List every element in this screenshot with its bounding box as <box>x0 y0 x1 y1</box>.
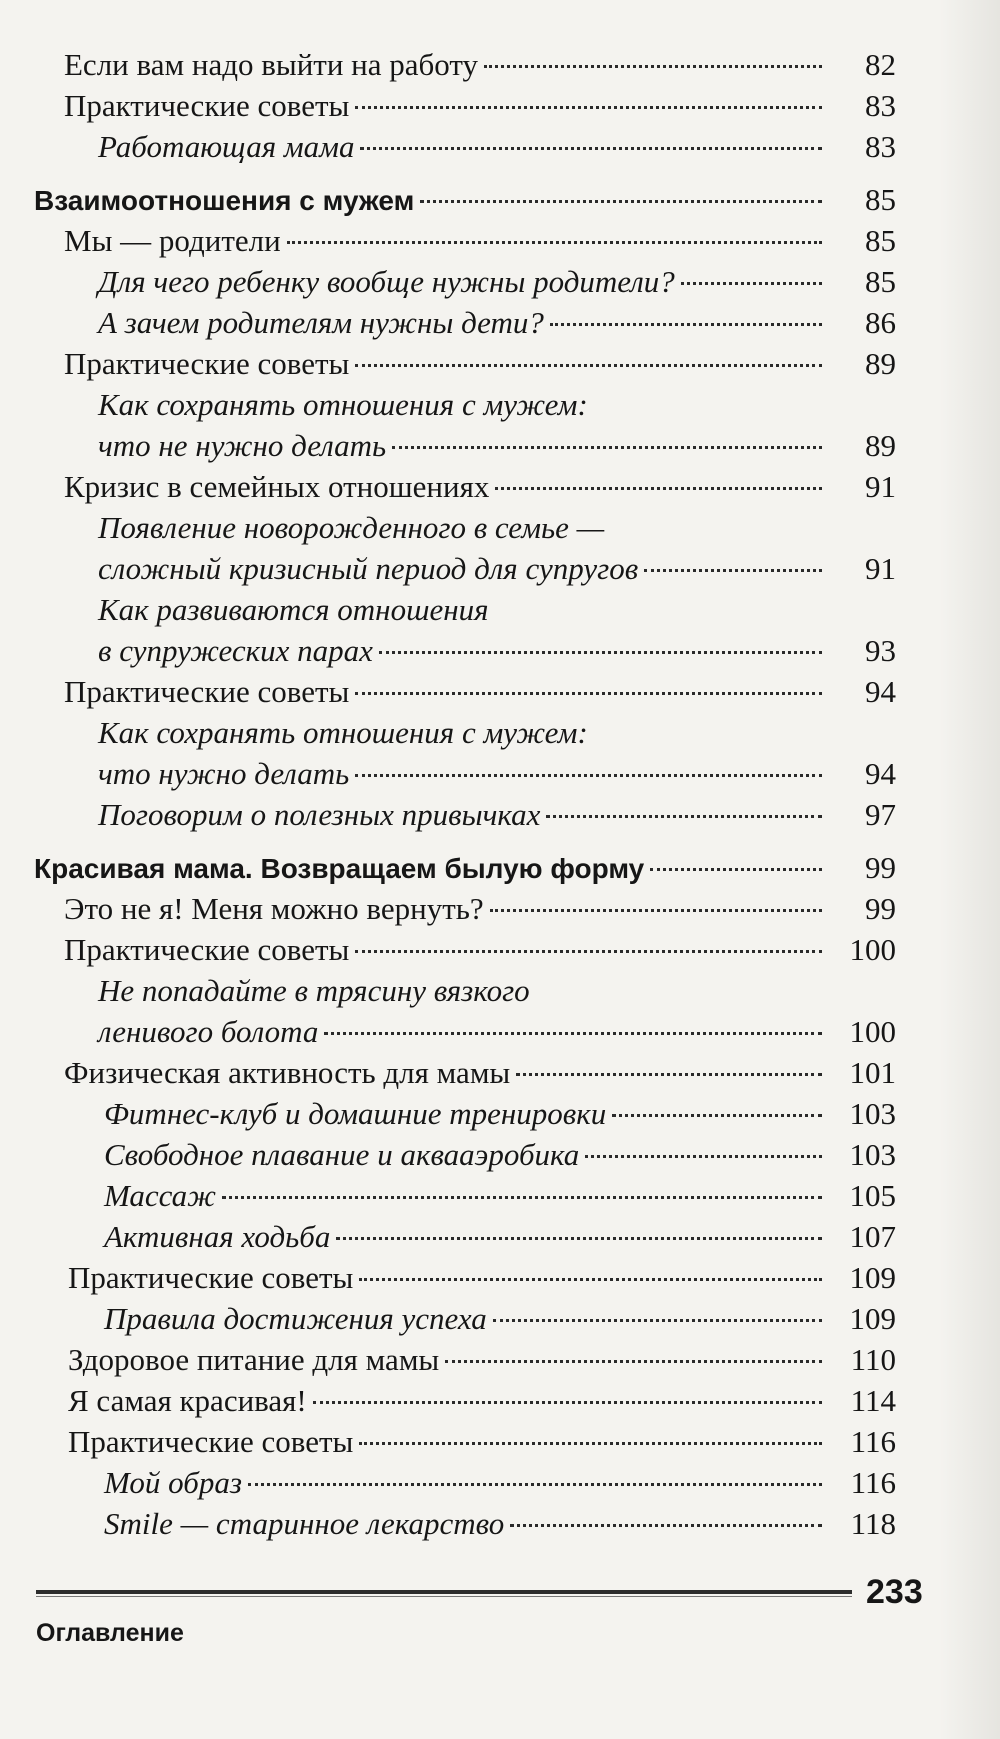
toc-entry-page: 101 <box>849 1055 896 1090</box>
dot-leader <box>355 774 822 777</box>
toc-entry-title: в супружеских парах <box>98 633 373 668</box>
dot-leader <box>445 1360 822 1363</box>
dot-leader <box>681 282 822 285</box>
toc-entry <box>0 888 896 929</box>
toc-section-title: Красивая мама. Возвращаем былую форму <box>34 853 645 884</box>
toc-entry-page: 105 <box>849 1178 896 1213</box>
toc-entry-title: Поговорим о полезных привычках <box>98 797 541 832</box>
dot-leader <box>495 487 822 490</box>
toc-entry <box>0 1421 896 1462</box>
dot-leader <box>324 1032 822 1035</box>
toc-entry-title: что нужно делать <box>98 756 350 791</box>
toc-entry-page: 110 <box>850 1342 896 1377</box>
dot-leader <box>650 868 822 871</box>
toc-entry-page: 85 <box>865 264 896 299</box>
toc-entry-title: Кризис в семейных отношениях <box>64 469 490 504</box>
toc-entry-title: Мой образ <box>104 1465 242 1500</box>
toc-entry-page: 94 <box>865 756 896 791</box>
toc-entry <box>0 1339 896 1380</box>
toc-subentry <box>0 1462 896 1503</box>
toc-entry-title: Для чего ребенку вообще нужны родители? <box>98 264 675 299</box>
toc-subentry-line1: Не попадайте в трясину вязкого <box>98 973 530 1008</box>
toc-section-title: Взаимоотношения с мужем <box>34 185 415 216</box>
footer-rule <box>36 1590 852 1594</box>
dot-leader <box>287 241 822 244</box>
toc-entry-title: Практические советы <box>64 88 350 123</box>
toc-entry-title: Я самая красивая! <box>68 1383 307 1418</box>
toc-entry-title: Здоровое питание для мамы <box>68 1342 440 1377</box>
toc-entry-page: 97 <box>865 797 896 832</box>
toc-subentry-line1: Как сохранять отношения с мужем: <box>98 387 588 422</box>
toc-entry-page: 89 <box>865 346 896 381</box>
toc-section-page: 99 <box>865 850 896 885</box>
toc-subentry <box>0 1503 896 1544</box>
toc-section-heading <box>0 179 896 220</box>
toc-section-page: 85 <box>865 182 896 217</box>
toc-entry-title: Правила достижения успеха <box>104 1301 487 1336</box>
dot-leader <box>493 1319 822 1322</box>
toc-subentry <box>0 1011 896 1052</box>
toc-entry-page: 91 <box>865 551 896 586</box>
toc-entry-page: 107 <box>849 1219 896 1254</box>
toc-subentry <box>0 548 896 589</box>
toc-section-heading <box>0 847 896 888</box>
toc-subentry-line1: Появление новорожденного в семье — <box>98 510 605 545</box>
toc-entry-title: Физическая активность для мамы <box>64 1055 511 1090</box>
page-edge-shadow <box>940 0 1000 1739</box>
dot-leader <box>420 200 822 203</box>
toc-entry-page: 118 <box>850 1506 896 1541</box>
toc-entry-page: 109 <box>849 1260 896 1295</box>
dot-leader <box>360 147 822 150</box>
toc-entry-page: 93 <box>865 633 896 668</box>
toc-entry-title: Smile — старинное лекарство <box>104 1506 505 1541</box>
toc-entry-page: 89 <box>865 428 896 463</box>
running-head: Оглавление <box>36 1619 184 1647</box>
toc-entry-title: Фитнес-клуб и домашние тренировки <box>104 1096 607 1131</box>
dot-leader <box>644 569 822 572</box>
dot-leader <box>355 106 822 109</box>
toc-entry-title: сложный кризисный период для супругов <box>98 551 639 586</box>
toc-entry-title: Практические советы <box>64 932 350 967</box>
toc-entry <box>0 220 896 261</box>
dot-leader <box>355 364 822 367</box>
dot-leader <box>484 65 822 68</box>
toc-entry-title: Работающая мама <box>98 129 355 164</box>
dot-leader <box>313 1401 822 1404</box>
toc-subentry <box>0 1134 896 1175</box>
dot-leader <box>359 1442 822 1445</box>
toc-entry-title: Массаж <box>104 1178 216 1213</box>
toc-entry-page: 99 <box>865 891 896 926</box>
toc-entry-page: 109 <box>849 1301 896 1336</box>
dot-leader <box>222 1196 822 1199</box>
toc-subentry <box>0 302 896 343</box>
toc-entry-page: 85 <box>865 223 896 258</box>
toc-entry <box>0 671 896 712</box>
toc-entry-page: 83 <box>865 129 896 164</box>
toc-subentry <box>0 1298 896 1339</box>
toc-entry <box>0 1257 896 1298</box>
toc-subentry <box>0 1216 896 1257</box>
table-of-contents <box>0 44 1000 1544</box>
toc-entry-page: 114 <box>850 1383 896 1418</box>
dot-leader <box>355 950 822 953</box>
dot-leader <box>612 1114 822 1117</box>
dot-leader <box>336 1237 822 1240</box>
toc-entry <box>0 929 896 970</box>
toc-subentry <box>0 753 896 794</box>
toc-entry <box>0 343 896 384</box>
toc-subentry-line1: Как сохранять отношения с мужем: <box>98 715 588 750</box>
toc-subentry <box>0 1093 896 1134</box>
toc-entry-title: Мы — родители <box>64 223 281 258</box>
toc-entry-title: Это не я! Меня можно вернуть? <box>64 891 484 926</box>
toc-entry-page: 100 <box>849 932 896 967</box>
toc-entry-title: Активная ходьба <box>104 1219 331 1254</box>
footer-rule-thin <box>36 1596 852 1597</box>
dot-leader <box>355 692 822 695</box>
toc-entry <box>0 466 896 507</box>
dot-leader <box>392 446 822 449</box>
dot-leader <box>550 323 822 326</box>
dot-leader <box>359 1278 822 1281</box>
toc-entry <box>0 44 896 85</box>
toc-entry-page: 94 <box>865 674 896 709</box>
page-number: 233 <box>866 1573 923 1611</box>
toc-entry-title: Практические советы <box>64 346 350 381</box>
toc-subentry <box>0 794 896 835</box>
toc-entry-page: 91 <box>865 469 896 504</box>
toc-subentry <box>0 261 896 302</box>
toc-entry-title: А зачем родителям нужны дети? <box>98 305 544 340</box>
toc-entry-page: 116 <box>850 1424 896 1459</box>
toc-entry-page: 103 <box>849 1096 896 1131</box>
toc-entry <box>0 1380 896 1421</box>
toc-entry-page: 100 <box>849 1014 896 1049</box>
toc-entry-page: 82 <box>865 47 896 82</box>
dot-leader <box>510 1524 822 1527</box>
dot-leader <box>585 1155 822 1158</box>
toc-entry-title: ленивого болота <box>98 1014 319 1049</box>
dot-leader <box>379 651 822 654</box>
toc-entry-page: 86 <box>865 305 896 340</box>
toc-entry-title: Если вам надо выйти на работу <box>64 47 479 82</box>
dot-leader <box>248 1483 822 1486</box>
toc-entry-page: 103 <box>849 1137 896 1172</box>
toc-subentry <box>0 425 896 466</box>
toc-subentry-line1: Как развиваются отношения <box>98 592 489 627</box>
dot-leader <box>516 1073 822 1076</box>
toc-entry-title: Свободное плавание и аквааэробика <box>104 1137 580 1172</box>
toc-entry-title: Практические советы <box>68 1424 354 1459</box>
toc-entry-page: 116 <box>850 1465 896 1500</box>
toc-entry <box>0 85 896 126</box>
toc-entry-title: Практические советы <box>68 1260 354 1295</box>
toc-subentry <box>0 1175 896 1216</box>
toc-entry-page: 83 <box>865 88 896 123</box>
dot-leader <box>490 909 822 912</box>
toc-subentry <box>0 630 896 671</box>
dot-leader <box>546 815 822 818</box>
toc-entry <box>0 1052 896 1093</box>
toc-entry-title: что не нужно делать <box>98 428 387 463</box>
toc-subentry <box>0 126 896 167</box>
toc-entry-title: Практические советы <box>64 674 350 709</box>
